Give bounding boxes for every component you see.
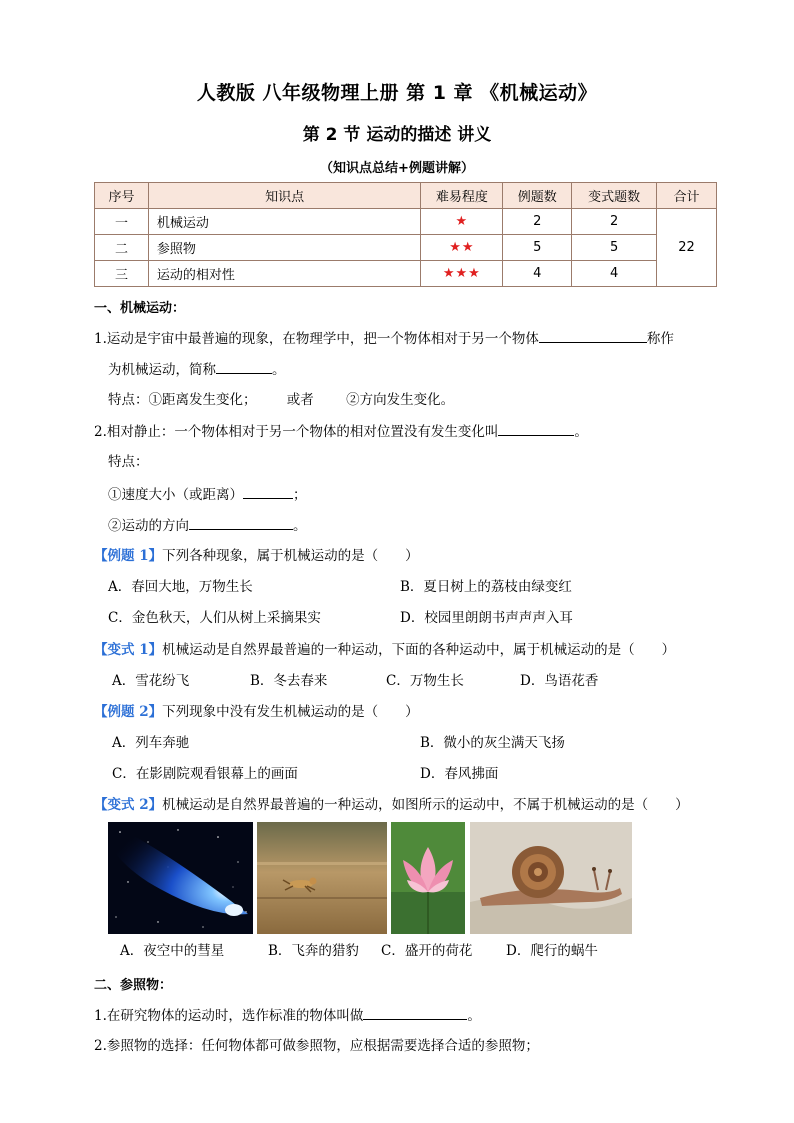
image-caption-b: B．飞奔的猎豹: [268, 943, 359, 959]
text: 下列各种现象，属于机械运动的是（ ）: [162, 548, 419, 564]
row-topic: 机械运动: [148, 209, 421, 235]
text: 或者: [286, 392, 314, 408]
text: ①速度大小（或距离）: [108, 487, 243, 503]
option-d: D．春风拂面: [420, 766, 499, 782]
option-c: C．万物生长: [386, 673, 464, 689]
option-d: D．校园里朗朗书声声声入耳: [400, 610, 573, 626]
cheetah-illustration: [257, 822, 387, 934]
answer-blank: [363, 1005, 467, 1020]
text: 。: [293, 518, 307, 534]
text: 。: [574, 424, 588, 440]
text: 1.运动是宇宙中最普遍的现象，在物理学中，把一个物体相对于另一个物体: [94, 331, 539, 347]
feature-1: [108, 484, 307, 505]
table-header-cell: 变式题数: [572, 183, 657, 209]
table-header-cell: 序号: [95, 183, 149, 209]
text: 下列现象中没有发生机械运动的是（ ）: [162, 704, 419, 720]
row-topic: 参照物: [148, 235, 421, 261]
difficulty-stars: ★: [421, 209, 503, 235]
text: 机械运动是自然界最普遍的一种运动，下面的各种运动中，属于机械运动的是（ ）: [162, 642, 676, 658]
comet-illustration: [108, 822, 253, 934]
lotus-illustration: [391, 822, 465, 934]
option-a: A．春回大地，万物生长: [108, 579, 253, 595]
answer-blank: [243, 484, 293, 499]
lotus-image: [391, 822, 465, 934]
variant-tag: 【变式 2】: [94, 797, 163, 813]
section-heading-mechanical-motion: 一、机械运动：: [94, 301, 186, 316]
variant-tag: 【变式 1】: [94, 642, 163, 658]
section-heading-reference-object: 二、参照物：: [94, 978, 173, 993]
knowledge-table: [94, 182, 717, 287]
text: 机械运动是自然界最普遍的一种运动，如图所示的运动中，不属于机械运动的是（ ）: [162, 797, 689, 813]
row-number: 三: [95, 261, 149, 287]
text: ；: [293, 487, 307, 503]
image-caption-c: C．盛开的荷花: [381, 943, 473, 959]
option-c: C．金色秋天，人们从树上采摘果实: [108, 610, 321, 626]
difficulty-stars: ★★: [421, 235, 503, 261]
table-row: [95, 261, 717, 287]
variant-2-question: [94, 795, 689, 815]
table-row: [95, 209, 717, 235]
table-header-row: [95, 183, 717, 209]
row-topic: 运动的相对性: [148, 261, 421, 287]
comet-image: [108, 822, 253, 934]
image-caption-d: D．爬行的蜗牛: [506, 943, 598, 959]
option-b: B．微小的灰尘满天飞扬: [420, 735, 565, 751]
row-number: 一: [95, 209, 149, 235]
example-tag: 【例题 1】: [94, 548, 163, 564]
feature-line: [108, 390, 454, 410]
variant-count: 5: [572, 235, 657, 261]
section-subtitle: 第 2 节 运动的描述 讲义: [302, 125, 492, 145]
paragraph-1-line-2: [108, 359, 286, 380]
text: 2.相对静止：一个物体相对于另一个物体的相对位置没有发生变化叫: [94, 424, 499, 440]
table-header-cell: 合计: [657, 183, 717, 209]
example-2-question: [94, 702, 419, 722]
text: 称作: [646, 331, 674, 347]
snail-image: [470, 822, 632, 934]
example-1-question: [94, 546, 419, 566]
answer-blank: [498, 421, 574, 436]
answer-blank: [539, 328, 647, 343]
text: ②方向发生变化。: [346, 392, 455, 408]
sec2-paragraph-2: 2.参照物的选择：任何物体都可做参照物，应根据需要选择合适的参照物；: [94, 1038, 539, 1054]
text: 特点：①距离发生变化；: [108, 392, 257, 408]
option-a: A．雪花纷飞: [112, 673, 190, 689]
text: 。: [467, 1008, 481, 1024]
option-b: B．冬去春来: [250, 673, 328, 689]
answer-blank: [189, 515, 293, 530]
sec2-paragraph-1: [94, 1005, 481, 1026]
text: ②运动的方向: [108, 518, 189, 534]
text: 1.在研究物体的运动时，选作标准的物体叫做: [94, 1008, 364, 1024]
example-count: 2: [503, 209, 572, 235]
row-number: 二: [95, 235, 149, 261]
snail-illustration: [470, 822, 632, 934]
paragraph-2: [94, 421, 588, 442]
option-d: D．鸟语花香: [520, 673, 599, 689]
table-header-cell: 例题数: [503, 183, 572, 209]
option-b: B．夏日树上的荔枝由绿变红: [400, 579, 572, 595]
variant-count: 2: [572, 209, 657, 235]
example-tag: 【例题 2】: [94, 704, 163, 720]
table-header-cell: 知识点: [148, 183, 421, 209]
image-caption-a: A．夜空中的彗星: [120, 943, 225, 959]
example-count: 4: [503, 261, 572, 287]
table-header-cell: 难易程度: [421, 183, 503, 209]
variant-1-question: [94, 640, 675, 660]
total-count: 22: [657, 209, 717, 287]
answer-blank: [216, 359, 272, 374]
text: 。: [272, 362, 286, 378]
variant-count: 4: [572, 261, 657, 287]
option-a: A．列车奔驰: [112, 735, 190, 751]
feature-2: [108, 515, 307, 536]
cheetah-image: [257, 822, 387, 934]
paragraph-1-line-1: [94, 328, 674, 349]
subtitle-note: （知识点总结+例题讲解）: [320, 161, 474, 176]
document-title: 人教版 八年级物理上册 第 1 章 《机械运动》: [196, 82, 598, 104]
feature-label: 特点：: [108, 454, 149, 470]
table-row: [95, 235, 717, 261]
text: 为机械运动，简称: [108, 362, 216, 378]
example-count: 5: [503, 235, 572, 261]
difficulty-stars: ★★★: [421, 261, 503, 287]
option-c: C．在影剧院观看银幕上的画面: [112, 766, 298, 782]
